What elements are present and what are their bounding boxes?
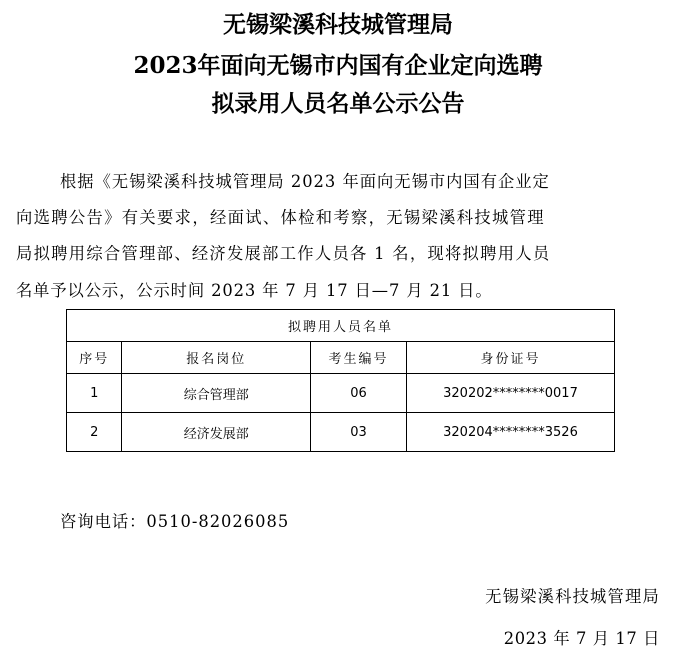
table-caption: 拟聘用人员名单 [67,310,615,342]
issue-date: 2023 年 7 月 17 日 [503,629,660,648]
header-position: 报名岗位 [122,342,311,374]
title-line-1: 无锡梁溪科技城管理局 [223,11,453,38]
header-exam-number: 考生编号 [311,342,407,374]
table-header-row [67,342,615,374]
header-id-number: 身份证号 [406,342,614,374]
contact-phone: 咨询电话：0510-82026085 [60,512,290,531]
cell-position: 综合管理部 [122,374,311,413]
body-line-4: 名单予以公示，公示时间 2023 年 7 月 17 日—7 月 21 日。 [16,281,493,300]
title-line-3: 拟录用人员名单公示公告 [211,90,465,117]
cell-serial: 1 [67,374,122,413]
body-line-3: 局拟聘用综合管理部、经济发展部工作人员各 1 名，现将拟聘用人员 [16,244,551,263]
cell-id-number: 320204********3526 [406,413,614,452]
title-line-2: 2023年面向无锡市内国有企业定向选聘 [133,52,543,79]
body-line-2: 向选聘公告》有关要求，经面试、体检和考察，无锡梁溪科技城管理 [16,208,545,227]
cell-position: 经济发展部 [122,413,311,452]
candidate-table [66,309,615,452]
issuer-signature: 无锡梁溪科技城管理局 [485,587,660,606]
cell-serial: 2 [67,413,122,452]
table-row [67,374,615,413]
header-serial: 序号 [67,342,122,374]
cell-id-number: 320202********0017 [406,374,614,413]
table-row [67,413,615,452]
table-caption-row [67,310,615,342]
body-line-1: 根据《无锡梁溪科技城管理局 2023 年面向无锡市内国有企业定 [60,172,550,191]
cell-exam-number: 06 [311,374,407,413]
cell-exam-number: 03 [311,413,407,452]
